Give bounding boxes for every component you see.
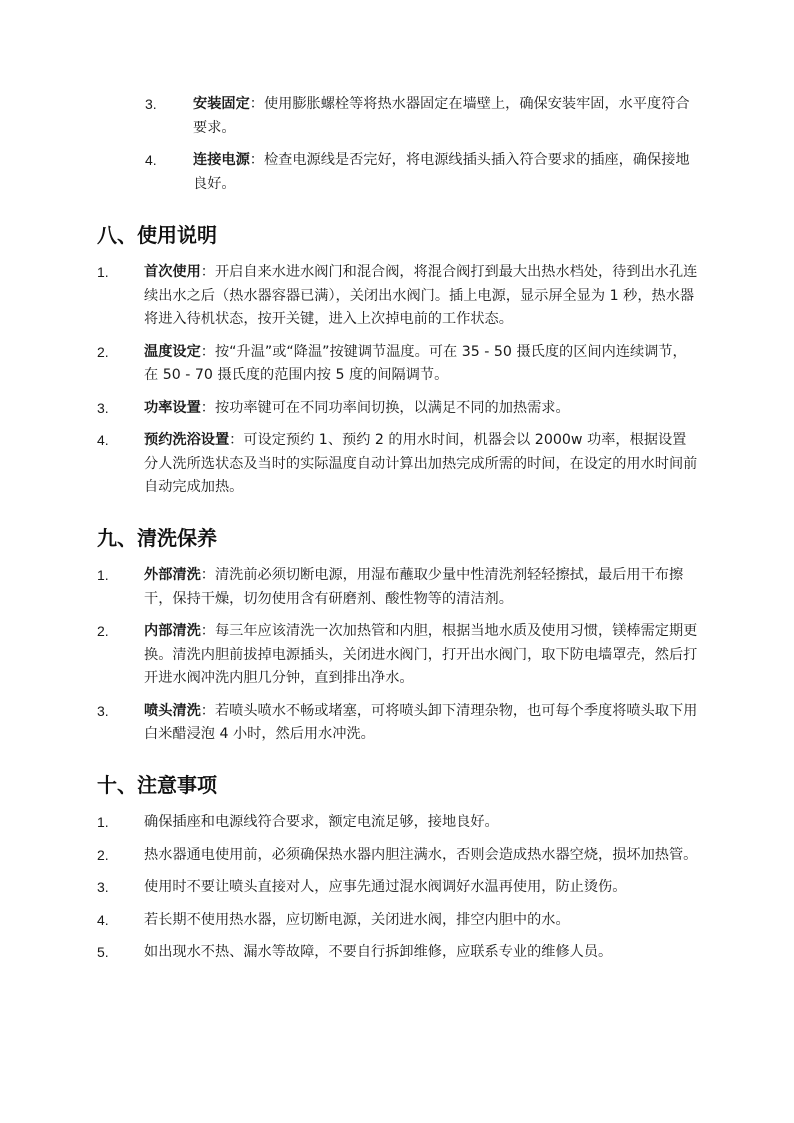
term-separator: ：	[229, 432, 244, 448]
section-title-maintenance: 九、清洗保养	[97, 526, 217, 550]
list-text: 使用时不要让喷头直接对人，应事先通过混水阀调好水温再使用，防止烫伤。	[144, 879, 627, 895]
list-number: 2.	[97, 846, 109, 863]
list-number: 2.	[97, 623, 109, 639]
item-description: 清洗前必须切断电源，用湿布蘸取少量中性清洗剂轻轻擦拭，最后用干布擦干，保持干燥，切勿使用含有研磨剂、酸性物等的清洁剂。	[144, 567, 684, 607]
item-term: 外部清洗	[144, 567, 201, 583]
precaution-item-3	[97, 876, 700, 900]
precaution-item-2	[97, 844, 700, 868]
list-number: 4.	[97, 911, 109, 928]
item-description: 检查电源线是否完好，将电源线插头插入符合要求的插座，确保接地良好。	[193, 152, 690, 192]
list-text: 若长期不使用热水器，应切断电源，关闭进水阀，排空内胆中的水。	[144, 911, 570, 928]
item-term: 温度设定	[144, 343, 201, 360]
usage-item-2	[97, 341, 700, 388]
maintenance-list	[97, 564, 700, 756]
list-number: 1.	[97, 264, 109, 280]
item-term: 喷头清洗	[144, 702, 201, 719]
term-separator: ：	[200, 343, 215, 360]
install-step-4	[145, 149, 700, 196]
item-term: 安装固定	[193, 96, 250, 112]
install-steps-list	[145, 93, 700, 205]
list-text	[144, 700, 700, 747]
item-description: 使用膨胀螺栓等将热水器固定在墙壁上，确保安装牢固，水平度符合要求。	[193, 96, 690, 136]
list-text	[144, 261, 700, 332]
item-term: 预约洗浴设置	[144, 432, 230, 448]
list-text: 如出现水不热、漏水等故障，不要自行拆卸维修，应联系专业的维修人员。	[144, 944, 613, 960]
item-description: 按“升温”或“降温”按键调节温度。可在 35 - 50 摄氏度的区间内连续调节，在 50 - 70 摄氏度的范围内按 5 度的间隔调节。	[144, 343, 687, 383]
item-description: 开启自来水进水阀门和混合阀，将混合阀打到最大出热水档处，待到出水孔连续出水之后（热水器容器已满），关闭出水阀门。插上电源，显示屏全显为 1 秒，热水器将进入待机状态，按开关键，进入上次掉电前的工作状态。	[144, 264, 698, 327]
list-number: 3.	[97, 702, 109, 719]
item-description: 可设定预约 1、预约 2 的用水时间，机器会以 2000w 功率，根据设置分人洗所选状态及当时的实际温度自动计算出加热完成所需的时间，在设定的用水时间前自动完成加热。	[144, 432, 698, 495]
list-text	[193, 93, 700, 140]
list-number: 1.	[97, 567, 109, 583]
item-term: 功率设置	[144, 399, 201, 416]
list-text: 热水器通电使用前，必须确保热水器内胆注满水，否则会造成热水器空烧，损坏加热管。	[144, 846, 698, 863]
item-description: 每三年应该清洗一次加热管和内胆，根据当地水质及使用习惯，镁棒需定期更换。清洗内胆前拔掉电源插头，关闭进水阀门，打开出水阀门，取下防电墙罩壳，然后打开进水阀冲洗内胆几分钟，直到排出净水。	[144, 623, 698, 686]
term-separator: ：	[200, 399, 215, 416]
term-separator: ：	[249, 96, 264, 112]
list-number: 1.	[97, 814, 109, 830]
list-text	[144, 564, 700, 611]
term-separator: ：	[249, 152, 264, 168]
precautions-list	[97, 811, 700, 974]
list-number: 4.	[97, 432, 109, 448]
list-number: 3.	[97, 879, 109, 895]
item-term: 首次使用	[144, 264, 201, 280]
precaution-item-5	[97, 941, 700, 965]
list-text	[193, 149, 700, 196]
install-step-3	[145, 93, 700, 140]
item-term: 连接电源	[193, 152, 250, 168]
usage-item-3	[97, 397, 700, 421]
item-description: 按功率键可在不同功率间切换，以满足不同的加热需求。	[214, 399, 570, 416]
list-number: 5.	[97, 944, 109, 960]
precaution-item-4	[97, 909, 700, 933]
section-title-usage: 八、使用说明	[97, 223, 217, 247]
list-number: 3.	[145, 96, 157, 112]
usage-list	[97, 261, 700, 509]
section-title-precautions: 十、注意事项	[97, 773, 217, 797]
list-number: 2.	[97, 343, 109, 360]
list-number: 4.	[145, 152, 157, 168]
list-text	[144, 620, 700, 691]
maintenance-item-2	[97, 620, 700, 691]
item-description: 若喷头喷水不畅或堵塞，可将喷头卸下清理杂物，也可每个季度将喷头取下用白米醋浸泡 4 小时，然后用水冲洗。	[144, 702, 698, 742]
usage-item-1	[97, 261, 700, 332]
list-number: 3.	[97, 399, 109, 416]
list-text	[144, 397, 700, 421]
list-text	[144, 341, 700, 388]
term-separator: ：	[200, 702, 215, 719]
usage-item-4	[97, 429, 700, 500]
maintenance-item-3	[97, 700, 700, 747]
precaution-item-1	[97, 811, 700, 835]
term-separator: ：	[200, 567, 215, 583]
term-separator: ：	[200, 264, 215, 280]
list-text: 确保插座和电源线符合要求，额定电流足够，接地良好。	[144, 814, 499, 830]
term-separator: ：	[200, 623, 215, 639]
maintenance-item-1	[97, 564, 700, 611]
item-term: 内部清洗	[144, 623, 201, 639]
list-text	[144, 429, 700, 500]
